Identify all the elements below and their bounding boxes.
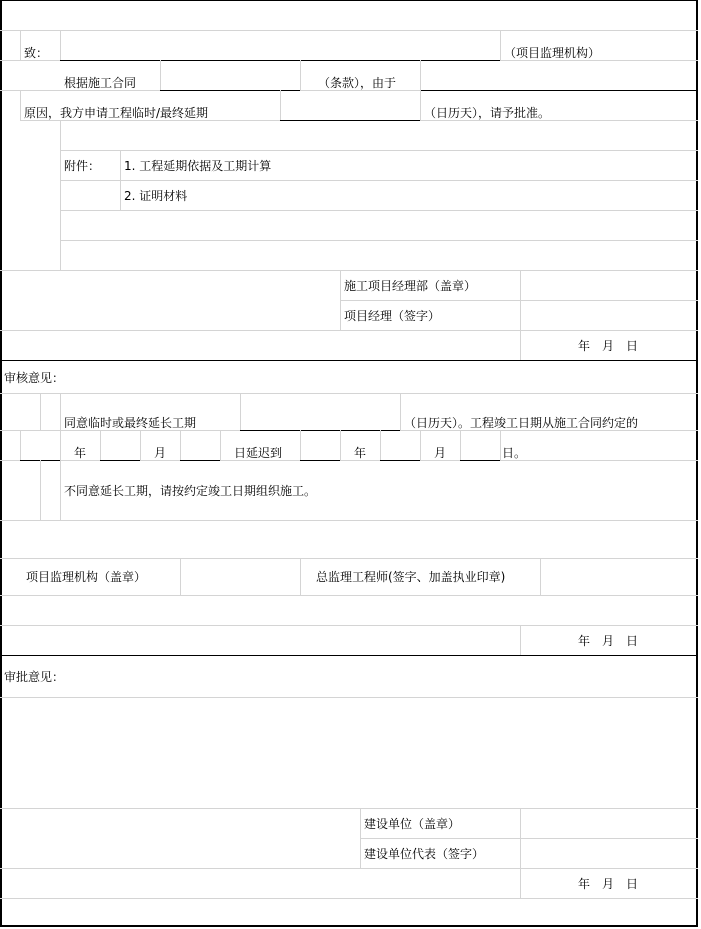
grid-line: [340, 460, 380, 461]
date-label: 年 月 日: [578, 339, 639, 353]
grid-line: [340, 430, 341, 460]
section-divider: [0, 360, 698, 361]
grid-line: [40, 393, 41, 430]
clause-text: （条款），由于: [318, 76, 397, 90]
grid-line: [60, 430, 61, 460]
approval-title: 审批意见：: [4, 670, 65, 684]
grid-line: [420, 430, 421, 460]
day2-blank: [460, 460, 500, 461]
day-blank: [180, 460, 220, 461]
grid-line: [140, 460, 180, 461]
extension-days-blank: [240, 430, 400, 431]
grid-line: [500, 60, 698, 61]
signer-rep-label: 建设单位代表（签字）: [364, 847, 485, 861]
grid-line: [280, 90, 281, 120]
grid-line: [60, 180, 698, 181]
grid-line: [420, 460, 460, 461]
grid-line: [100, 430, 101, 460]
signer-manager-label: 项目经理（签字）: [344, 309, 441, 323]
grid-line: [60, 30, 61, 60]
year-label: 年: [74, 446, 87, 460]
grid-line: [340, 300, 698, 301]
grid-line: [0, 520, 698, 521]
agree-prefix: 同意临时或最终延长工期: [64, 416, 197, 430]
disagree-text: 不同意延长工期，请按约定竣工日期组织施工。: [64, 484, 317, 498]
grid-line: [0, 460, 20, 461]
to-suffix: （项目监理机构）: [504, 46, 601, 60]
grid-line: [420, 60, 421, 90]
contract-blank-line: [160, 90, 300, 91]
date-label: 年 月 日: [578, 877, 639, 891]
grid-line: [500, 460, 698, 461]
grid-line: [60, 120, 61, 270]
grid-line: [20, 90, 21, 120]
grid-line: [0, 868, 698, 869]
delay-to-label: 日延迟到: [234, 446, 283, 460]
grid-line: [60, 460, 100, 461]
attachment-item: 2. 证明材料: [124, 189, 188, 203]
signer-engineer-label: 总监理工程师(签字、加盖执业印章): [316, 570, 506, 584]
grid-line: [400, 393, 401, 430]
grid-line: [360, 838, 698, 839]
grid-line: [60, 460, 61, 520]
month2-label: 月: [434, 446, 447, 460]
grid-line: [60, 240, 698, 241]
grid-line: [500, 430, 501, 460]
grid-line: [520, 625, 521, 655]
grid-line: [60, 393, 61, 430]
grid-line: [300, 558, 301, 595]
grid-line: [140, 430, 141, 460]
grid-line: [160, 60, 161, 90]
grid-line: [220, 460, 300, 461]
grid-line: [380, 430, 381, 460]
to-blank-line: [60, 60, 500, 61]
grid-line: [300, 90, 420, 91]
grid-line: [520, 270, 521, 360]
attachment-item: 1. 工程延期依据及工期计算: [124, 159, 272, 173]
attachments-label: 附件：: [64, 159, 101, 173]
grid-line: [20, 120, 280, 121]
grid-line: [20, 30, 21, 60]
days-blank-line: [280, 120, 420, 121]
signer-unit-label: 建设单位（盖章）: [364, 817, 461, 831]
grid-line: [180, 558, 181, 595]
grid-line: [500, 30, 501, 60]
reason-text: 原因，我方申请工程临时/最终延期: [24, 106, 209, 120]
contract-prefix: 根据施工合同: [64, 76, 137, 90]
grid-line: [0, 30, 698, 31]
grid-line: [60, 150, 698, 151]
grid-line: [0, 625, 698, 626]
grid-line: [0, 558, 698, 559]
year2-blank: [300, 460, 340, 461]
signer-org-label: 项目监理机构（盖章）: [26, 570, 147, 584]
year2-label: 年: [354, 446, 367, 460]
grid-line: [40, 460, 41, 520]
review-title: 审核意见：: [4, 371, 65, 385]
signer-dept-label: 施工项目经理部（盖章）: [344, 279, 477, 293]
grid-line: [0, 90, 160, 91]
reason-blank-line: [420, 90, 698, 91]
grid-line: [420, 90, 421, 120]
days-suffix: （日历天），请予批准。: [424, 106, 551, 120]
grid-line: [520, 808, 521, 898]
month-label: 月: [154, 446, 167, 460]
month-blank: [100, 460, 140, 461]
grid-line: [300, 60, 301, 90]
to-label: 致：: [24, 46, 49, 60]
grid-line: [0, 898, 698, 899]
date-label: 年 月 日: [578, 634, 639, 648]
grid-line: [20, 430, 21, 460]
day-end-label: 日。: [502, 446, 527, 460]
grid-line: [460, 430, 461, 460]
grid-line: [180, 430, 181, 460]
grid-line: [240, 393, 241, 430]
grid-line: [0, 330, 698, 331]
grid-line: [0, 393, 698, 394]
grid-line: [0, 430, 240, 431]
grid-line: [400, 430, 698, 431]
grid-line: [0, 595, 698, 596]
grid-line: [0, 270, 698, 271]
month2-blank: [380, 460, 420, 461]
grid-line: [540, 558, 541, 595]
grid-line: [300, 430, 301, 460]
grid-line: [220, 430, 221, 460]
grid-line: [0, 808, 698, 809]
section-divider: [0, 655, 698, 656]
grid-line: [0, 697, 698, 698]
grid-line: [60, 210, 698, 211]
grid-line: [0, 60, 60, 61]
grid-line: [420, 120, 698, 121]
agree-suffix: （日历天）。工程竣工日期从施工合同约定的: [404, 416, 639, 430]
